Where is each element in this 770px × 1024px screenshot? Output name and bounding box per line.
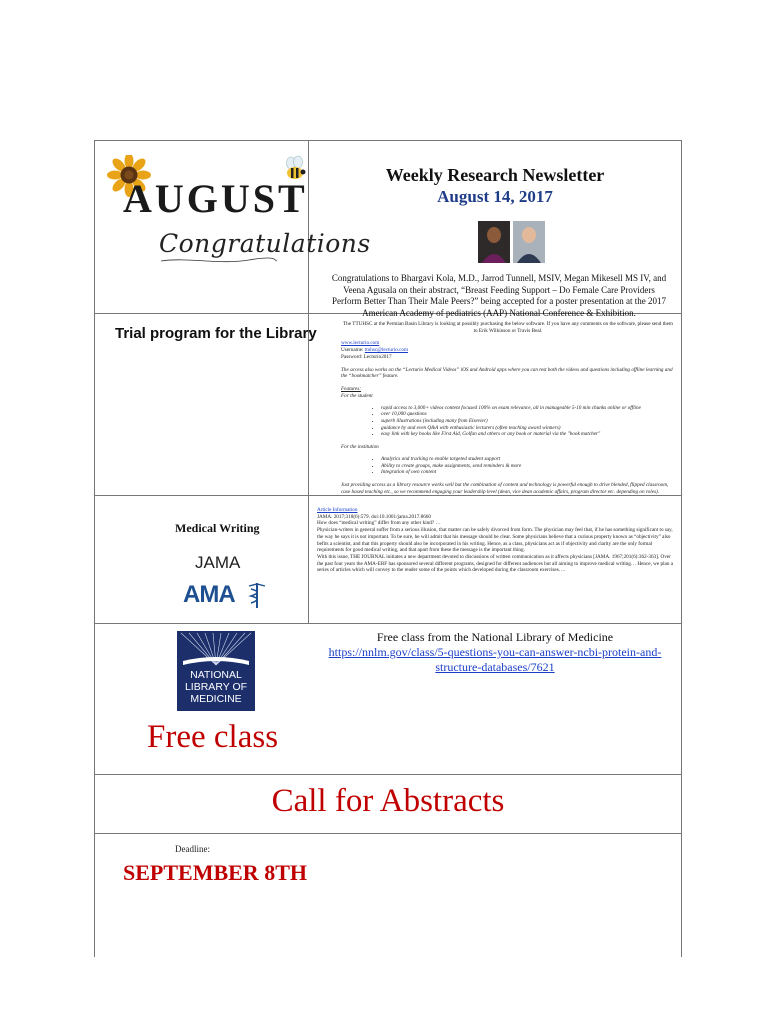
for-student-label: For the student — [341, 392, 373, 399]
for-institution-label: For the institution — [341, 444, 379, 451]
free-class-heading: Free class — [147, 719, 279, 755]
nlm-logo — [177, 631, 255, 711]
list-item: • rapid access to 3,000+ videos content focused 100% on exam relevance, all in manageable 5-10 min chunks online or offline — [381, 405, 675, 412]
article-body-2: With this issue, THE JOURNAL initiates a new department devoted to discussions of written communication as it affects physicians [JAMA. 1967;201(6):362-363]. Over the past four years the AMA-ERF has sponsored several different programs, designed for different audiences but all aiming to improve medical writing… Hence, we plan a series of articles which will convey to the reader some of the points which developed during the classroom exercises…. — [317, 553, 674, 574]
password-text: Password: Lecturio2017 — [341, 353, 392, 360]
column-divider — [308, 141, 309, 623]
lecturio-link[interactable]: www.lecturio.com — [341, 340, 380, 347]
author-photo — [478, 221, 510, 263]
congratulations-heading: Congratulations — [159, 229, 371, 258]
username-label: Username: — [341, 347, 364, 354]
deadline-label: Deadline: — [175, 844, 210, 854]
medical-writing-details — [317, 507, 675, 574]
trial-program-details — [341, 321, 675, 495]
congratulations-text: Congratulations to Bhargavi Kola, M.D., Jarrod Tunnell, MSIV, Megan Mikesell MS IV, and Veena Agusala on their abstract, “Breast Feeding Support – Do Female Care Providers Perform Better Than Their Male Peers?” being accepted for a poster presentation at the 2017 American Academy of pediatrics (AAP) National Conference & Exhibition. — [331, 273, 667, 318]
row-divider — [95, 833, 681, 834]
nlm-logo-line: LIBRARY OF — [184, 681, 248, 693]
nlm-class-link[interactable]: https://nnlm.gov/class/5-questions-you-can-answer-ncbi-protein-and- — [328, 645, 662, 659]
list-item: • over 10,000 questions — [381, 411, 675, 418]
free-class-details — [309, 630, 681, 675]
access-note: The access also works on the “Lecturio Medical Videos” iOS and Android apps where you can test both the videos and questions including offline learning and the “bookmatcher” feature. — [341, 366, 673, 380]
citation: JAMA. 2017;318(6):579. doi:10.1001/jama.2017.8660 — [317, 513, 431, 520]
closing-note: Just providing access as a library resource works well but the combination of content and technology is powerful enough to drive blended, flipped classroom, case based teaching etc., so we recommend engaging your leadership level (dean, vice dean academic affairs, program director etc. depending on roles). — [341, 482, 669, 495]
deadline-date: SEPTEMBER 8TH — [123, 860, 307, 885]
newsletter-title: Weekly Research Newsletter — [385, 165, 605, 185]
nlm-logo-text — [177, 669, 255, 705]
trial-intro: The TTUHSC at the Permian Basin Library is looking at possibly purchasing the below software. If you have any comments on the software, please send them to Erik Wilkinson or Travis Beal. — [343, 321, 673, 334]
list-item: • easy link with key books like First Aid, Golfan and others or any book or material via the "book matcher" — [381, 431, 675, 438]
nlm-logo-line: NATIONAL — [190, 669, 242, 681]
article-question: How does “medical writing” differ from any other kind? … — [317, 520, 441, 527]
newsletter-table — [94, 140, 682, 957]
list-item: • superb illustrations (including many from Elsevier) — [381, 418, 675, 425]
list-item: • guidance by and even Q&A with enthusiastic lecturers (often teaching award winners) — [381, 425, 675, 432]
student-feature-list — [341, 405, 675, 439]
flourish-icon — [159, 257, 279, 265]
call-for-abstracts-title: Call for Abstracts — [271, 783, 505, 819]
nlm-logo-line: MEDICINE — [190, 693, 242, 705]
institution-feature-list — [341, 456, 675, 476]
list-item: • Ability to create groups, make assignments, send reminders & more — [381, 463, 675, 470]
list-item: • Integration of own content — [381, 469, 675, 476]
features-label: Features: — [341, 385, 361, 392]
august-banner — [107, 155, 308, 221]
jama-label: JAMA — [195, 553, 241, 572]
row-divider — [95, 774, 681, 775]
ama-wordmark: AMA — [183, 581, 235, 608]
trial-program-title: Trial program for the Library — [115, 325, 317, 342]
medical-writing-title: Medical Writing — [175, 521, 260, 535]
list-item: • Analytics and tracking to enable targeted student support — [381, 456, 675, 463]
row-divider — [95, 623, 681, 624]
nlm-class-link[interactable]: structure-databases/7621 — [435, 660, 555, 674]
newsletter-date: August 14, 2017 — [437, 187, 553, 206]
article-information-link[interactable]: Article Information — [317, 507, 358, 513]
caduceus-icon — [247, 581, 267, 609]
username-link[interactable]: ttuhsc@lecturio.com — [364, 347, 409, 354]
free-class-description: Free class from the National Library of Medicine — [376, 630, 614, 644]
book-rays-icon — [177, 631, 255, 667]
article-body: Physician-writers in general suffer from a serious illusion, that matter can be safely divorced from form. The physician may feel that, if he has something significant to say, the way he says it is not important. To be sure, he will admit that his message should be clear. Some physicians believe that a curious property known as “objectivity” also befits a scientist, and that this property should also be incorporated in his writing. Hence, as a class, physicians act as if objectivity and clarity are the only formal requirements for good medical writing, and that apart from these the message is the important thing. — [317, 527, 673, 554]
month-title: AUGUST — [123, 176, 308, 221]
ama-logo — [183, 581, 273, 609]
person-icon — [513, 221, 545, 263]
author-photo — [513, 221, 545, 263]
person-icon — [478, 221, 510, 263]
